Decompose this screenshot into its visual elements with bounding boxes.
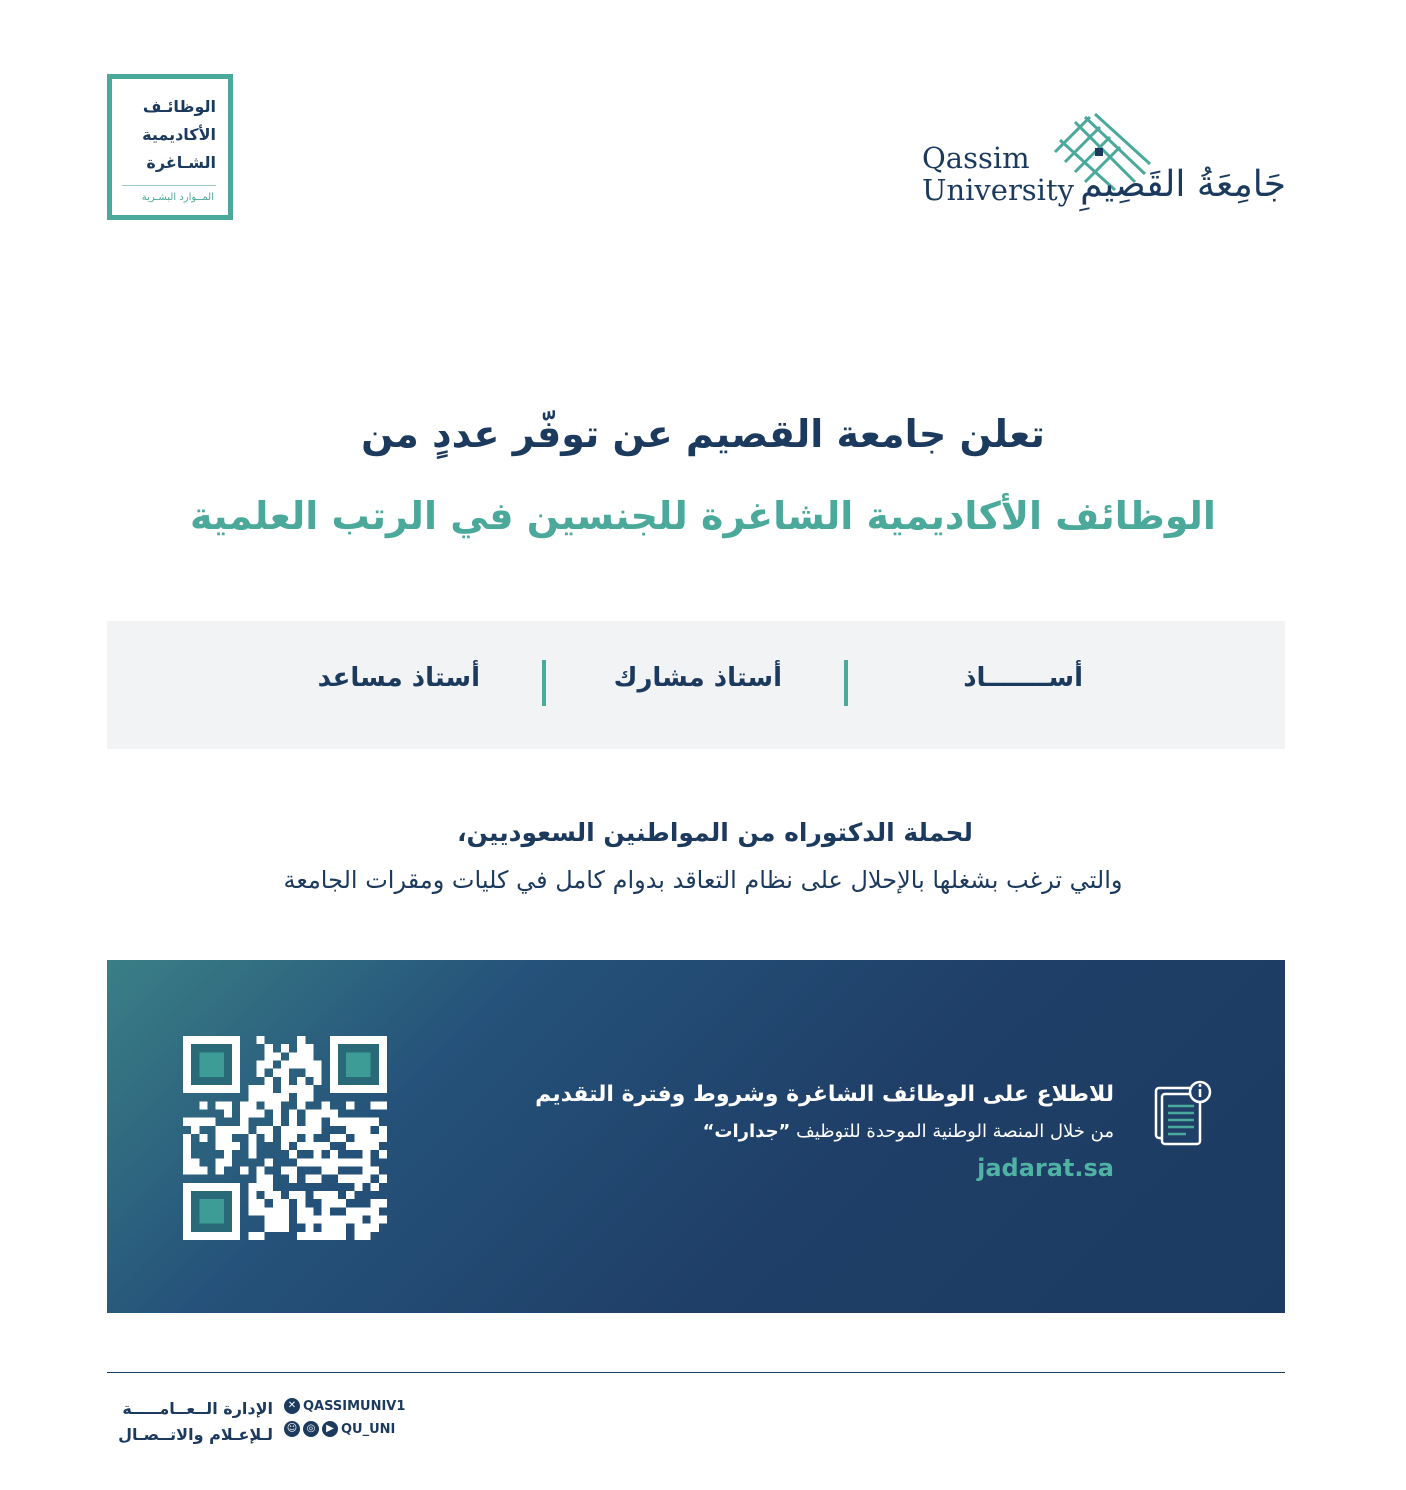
qassim-university-logo [920,112,1290,224]
headline-line-2: الوظائف الأكاديمية الشاغرة للجنسين في الرتب العلمية [190,494,1216,538]
panel-title: للاطلاع على الوظائف الشاغرة وشروط وفترة التقديم [535,1082,1114,1107]
badge-subtitle: المــوارد البشـرية [141,192,214,203]
footer-divider [107,1372,1285,1373]
qr-code[interactable] [183,1036,387,1240]
platform-name: ”جدارات“ [702,1121,791,1142]
social-handle-x[interactable]: ✕ QASSIMUNIV1 [284,1398,405,1414]
panel-subtitle: من خلال المنصة الوطنية الموحدة للتوظيف ”جدارات“ [702,1121,1114,1142]
rank-assistant-professor: أستاذ مساعد [317,663,480,693]
headline-line-1: تعلن جامعة القصيم عن توفّر عددٍ من [361,412,1045,456]
snapchat-icon: ☺ [284,1421,300,1437]
badge-line-1: الوظائـف [142,97,216,116]
rank-separator [542,660,546,706]
department-name: الإدارة الــعــامـــــة لـلإعـلام والاتــصـال [118,1399,273,1444]
youtube-icon: ▶ [322,1421,338,1437]
academic-jobs-badge [107,74,233,220]
rank-associate-professor: أستاذ مشارك [613,663,782,693]
badge-line-3: الشـاغرة [146,153,216,172]
badge-line-2: الأكاديمية [142,125,216,144]
jadarat-link[interactable]: jadarat.sa [977,1154,1114,1182]
instagram-icon: ◎ [303,1421,319,1437]
logo-arabic-text: جَامِعَةُ القَصِيمِ [1080,164,1286,205]
logo-latin-text: Qassim University [922,141,1074,207]
rank-separator [844,660,848,706]
contract-text: والتي ترغب بشغلها بالإحلال على نظام التعاقد بدوام كامل في كليات ومقرات الجامعة [283,866,1123,894]
eligibility-text: لحملة الدكتوراه من المواطنين السعوديين، [457,818,973,847]
application-info [535,1082,1114,1182]
rank-professor: أســـــــاذ [963,663,1083,693]
x-icon: ✕ [284,1398,300,1414]
social-handle-others[interactable]: ☺ ◎ ▶ QU_UNI [284,1421,395,1437]
document-info-icon [1150,1080,1214,1148]
